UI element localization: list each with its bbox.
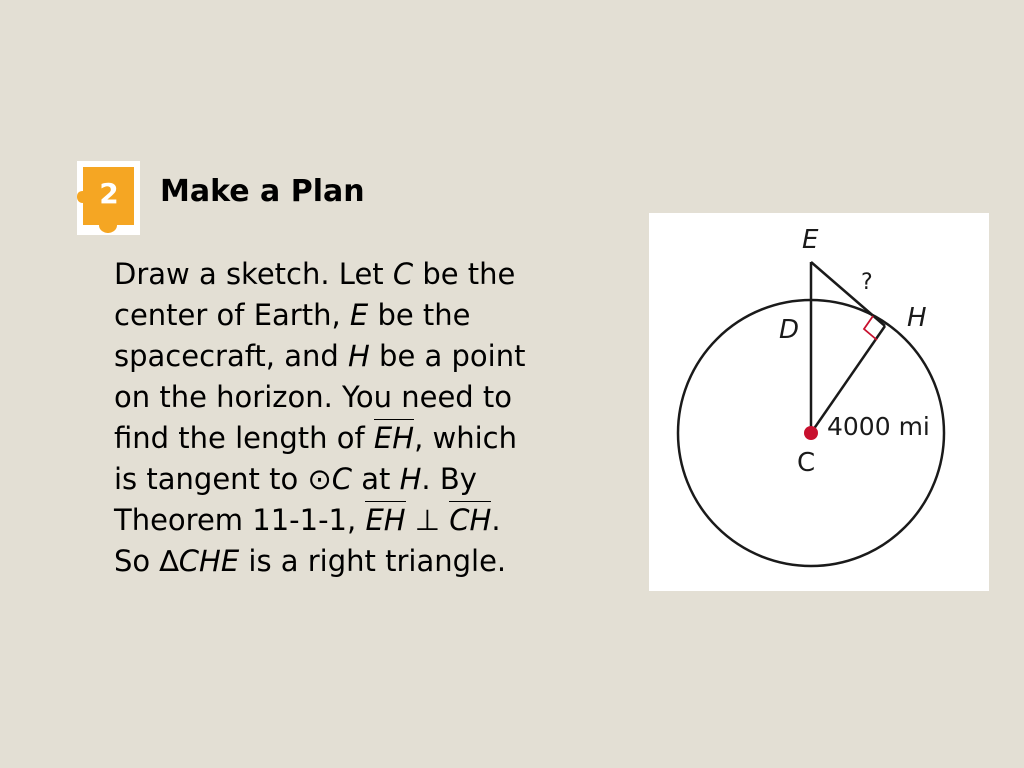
variable-c: C <box>392 257 414 291</box>
segment-ch: CH <box>449 503 492 537</box>
text-run: center of Earth, <box>114 298 350 332</box>
paragraph-line-5 <box>114 418 634 459</box>
circle-symbol: ⊙ <box>307 462 332 496</box>
radius-label: 4000 mi <box>827 412 930 441</box>
paragraph-line-1 <box>114 254 634 295</box>
diagram-svg <box>649 213 989 591</box>
label-h: H <box>907 303 927 333</box>
perpendicular-symbol: ⊥ <box>405 503 450 537</box>
earth-tangent-diagram <box>649 213 989 591</box>
text-run: So ∆ <box>114 544 179 578</box>
label-d: D <box>779 315 800 345</box>
segment-eh: EH <box>373 421 415 455</box>
text-run: find the length of <box>114 421 374 455</box>
segment-eh: EH <box>365 503 406 537</box>
paragraph-line-3 <box>114 336 634 377</box>
label-c: C <box>797 448 816 478</box>
step-number: 2 <box>99 177 119 210</box>
text-run: at <box>352 462 400 496</box>
puzzle-piece-icon <box>77 161 140 235</box>
triangle-che: CHE <box>178 544 240 578</box>
step-number-badge <box>77 161 140 235</box>
variable-c: C <box>331 462 353 496</box>
text-run: is a right triangle. <box>239 544 507 578</box>
right-angle-marker <box>864 316 877 340</box>
text-run: is tangent to <box>114 462 308 496</box>
label-e: E <box>802 225 819 255</box>
text-run: be the <box>368 298 471 332</box>
tangent-segment-eh <box>811 262 885 326</box>
variable-h: H <box>399 462 422 496</box>
text-run: Draw a sketch. Let <box>114 257 393 291</box>
paragraph-line-2 <box>114 295 634 336</box>
text-run: be the <box>413 257 516 291</box>
text-run: . By <box>421 462 477 496</box>
text-run: spacecraft, and <box>114 339 348 373</box>
step-title: Make a Plan <box>160 174 365 209</box>
label-unknown-length: ? <box>861 270 873 295</box>
paragraph-line-4: on the horizon. You need to <box>114 380 513 414</box>
variable-h: H <box>348 339 370 373</box>
paragraph-line-6 <box>114 459 634 500</box>
text-run: . <box>491 503 501 537</box>
text-run: , which <box>414 421 517 455</box>
center-point-c <box>804 426 818 440</box>
text-run: be a point <box>369 339 526 373</box>
plan-paragraph <box>114 254 634 582</box>
variable-e: E <box>349 298 369 332</box>
text-run: Theorem 11-1-1, <box>114 503 366 537</box>
paragraph-line-7 <box>114 500 634 541</box>
paragraph-line-8 <box>114 541 634 582</box>
